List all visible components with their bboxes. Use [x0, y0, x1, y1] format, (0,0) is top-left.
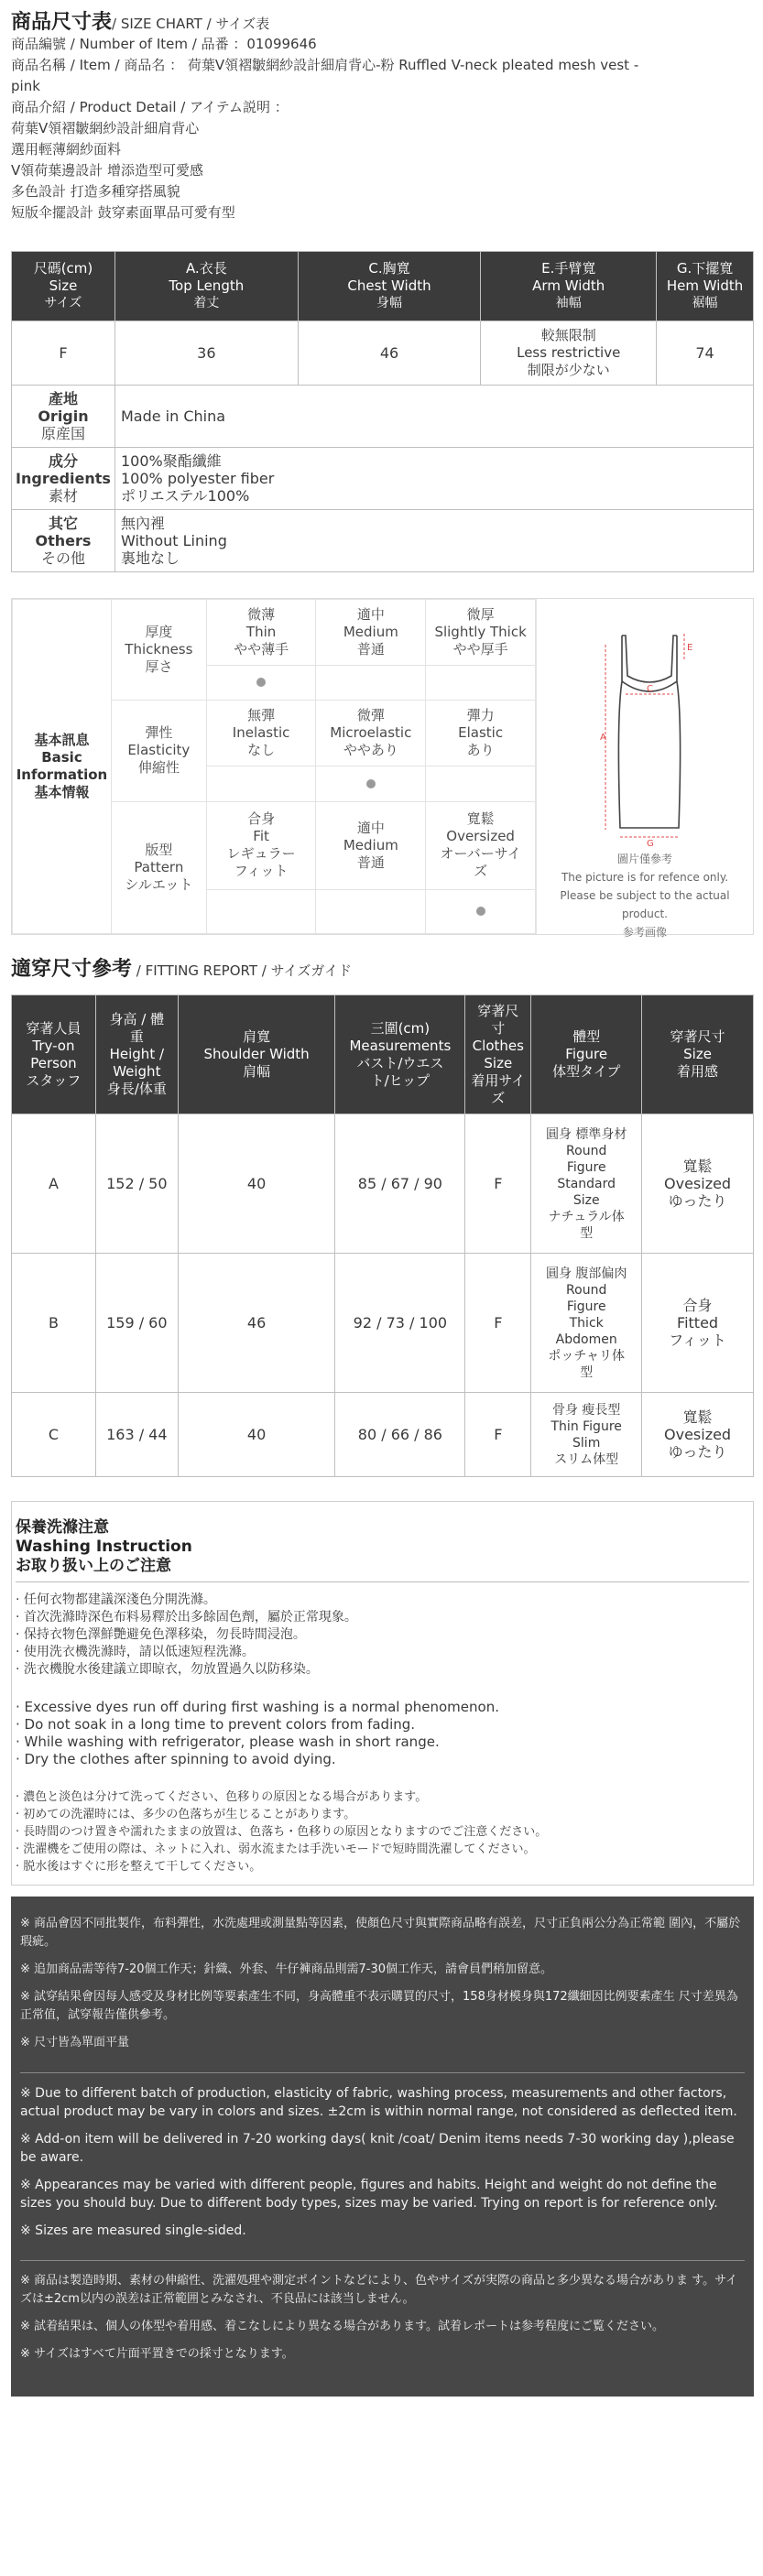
thickness-dot-cell	[316, 666, 426, 701]
washing-line: · Do not soak in a long time to prevent colors from fading.	[16, 1716, 416, 1733]
elasticity-dot-cell	[206, 766, 316, 801]
selected-dot-icon	[476, 907, 485, 916]
figure-type-value: 圓身 標準身材 Round Figure Standard Size ナチュラル体 型	[531, 1114, 642, 1254]
ingredients-value: 100%聚酯纖維 100% polyester fiber ポリエステル100%	[114, 448, 753, 510]
basic-information-panel	[11, 598, 754, 939]
arm-width-value: 較無限制 Less restrictive 制限が少ない	[481, 321, 657, 386]
chest-width-header: C.胸寬 Chest Width 身幅	[298, 252, 481, 321]
size-feel-value: 合身 Fitted フィット	[642, 1254, 754, 1393]
washing-title-en: Washing Instruction	[16, 1538, 192, 1556]
washing-line: · 初めての洗濯時には、多少の色落ちが生じることがあります。	[16, 1808, 356, 1821]
product-detail-heading: 商品介紹 / Product Detail / アイテム説明 ：	[11, 99, 289, 115]
person-header: 穿著人員 Try-on Person スタッフ	[12, 995, 96, 1114]
notice-panel	[11, 1897, 754, 2397]
person-value: C	[12, 1393, 96, 1477]
washing-line: · 任何衣物都建議深淺色分開洗滌。	[16, 1592, 216, 1607]
size-table	[11, 251, 754, 572]
height-weight-value: 163 / 44	[95, 1393, 178, 1477]
notice-en	[20, 2073, 745, 2261]
washing-line: · 長時間のつけ置きや濡れたままの放置は、色落ち・色移りの原因となりますのでご注意ください。	[16, 1825, 548, 1839]
height-weight-value: 152 / 50	[95, 1114, 178, 1254]
measurements-value: 80 / 66 / 86	[335, 1393, 465, 1477]
person-value: B	[12, 1254, 96, 1393]
size-chart-title-main: 商品尺寸表	[11, 11, 113, 34]
origin-label: 產地 Origin 原産国	[12, 386, 115, 448]
elasticity-option-elastic: 彈力 Elastic あり	[426, 701, 536, 766]
washing-title-ja: お取り扱い上のご注意	[16, 1557, 171, 1575]
clothes-size-value: F	[465, 1114, 531, 1254]
washing-line: · 洗濯機をご使用の際は、ネットに入れ、弱水流または手洗いモードで短時間洗濯してください。	[16, 1842, 536, 1856]
fitting-row-c	[12, 1393, 754, 1477]
hem-width-header: G.下擺寬 Hem Width 裾幅	[657, 252, 754, 321]
washing-line: · 脱水後はすぐに形を整えて干してください。	[16, 1860, 262, 1874]
size-feel-header: 穿著尺寸 Size 着用感	[642, 995, 754, 1114]
product-detail-line: 荷葉V領褶皺網紗設計細肩背心	[11, 120, 200, 136]
elasticity-label: 彈性 Elasticity 伸縮性	[111, 701, 206, 801]
fitting-table	[11, 995, 754, 1477]
size-table-header-row	[12, 252, 754, 321]
top-length-value: 36	[114, 321, 298, 386]
arm-width-header: E.手臂寬 Arm Width 袖幅	[481, 252, 657, 321]
figure-type-value: 圓身 腹部偏肉 Round Figure Thick Abdomen ポッチャリ体 型	[531, 1254, 642, 1393]
thickness-option-medium: 適中 Medium 普通	[316, 600, 426, 666]
elasticity-dot-cell	[316, 766, 426, 801]
notice-item: ※ Appearances may be varied with different people, figures and habits. Height and weight do not define the sizes you should buy. Due to different body types, sizes may be varied. Trying on report is for reference only.	[20, 2178, 718, 2211]
size-feel-value: 寬鬆 Ovesized ゆったり	[642, 1114, 754, 1254]
chest-width-value: 46	[298, 321, 481, 386]
measurements-value: 92 / 73 / 100	[335, 1254, 465, 1393]
fitting-title-sub: / FITTING REPORT / サイズガイド	[136, 962, 352, 979]
notice-zh	[20, 1904, 745, 2073]
figure-letter-g: G	[647, 839, 654, 846]
thickness-option-thin: 微薄 Thin やや薄手	[206, 600, 316, 666]
notice-item: ※ 試穿結果會因每人感受及身材比例等要素產生不同，身高體重不表示購買的尺寸，158身材模身與172纖細因比例要素產生 尺寸差異為正常值，試穿報告僅供參考。	[20, 1990, 738, 2022]
pattern-option-medium: 適中 Medium 普通	[316, 801, 426, 889]
person-value: A	[12, 1114, 96, 1254]
garment-figure	[536, 599, 753, 939]
ingredients-row	[12, 448, 754, 510]
elasticity-option-inelastic: 無彈 Inelastic なし	[206, 701, 316, 766]
washing-zh	[16, 1592, 749, 1679]
origin-row	[12, 386, 754, 448]
origin-value: Made in China	[114, 386, 753, 448]
washing-line: · 洗衣機脫水後建議立即晾衣，勿放置過久以防移染。	[16, 1662, 319, 1677]
size-value: F	[12, 321, 115, 386]
washing-line: · While washing with refrigerator, please wash in short range.	[16, 1734, 440, 1750]
thickness-label: 厚度 Thickness 厚さ	[111, 600, 206, 701]
product-detail-line: 短版伞擺設計 鼓穿素面單品可愛有型	[11, 204, 235, 221]
ingredients-label: 成分 Ingredients 素材	[12, 448, 115, 510]
fitting-title-main: 適穿尺寸參考	[11, 958, 133, 981]
pattern-option-fit: 合身 Fit レギュラー フィット	[206, 801, 316, 889]
notice-item: ※ サイズはすべて片面平置きでの採寸となります。	[20, 2347, 294, 2361]
size-feel-value: 寬鬆 Ovesized ゆったり	[642, 1393, 754, 1477]
item-name-line-cont: pink	[11, 78, 40, 94]
others-row	[12, 510, 754, 572]
figure-letter-e: E	[687, 643, 693, 653]
shoulder-header: 肩寬 Shoulder Width 肩幅	[178, 995, 335, 1114]
fitting-row-a	[12, 1114, 754, 1254]
thickness-dot-cell	[206, 666, 316, 701]
tank-top-diagram	[576, 617, 714, 846]
washing-line: · 濃色と淡色は分けて洗ってください、色移りの原因となる場合があります。	[16, 1790, 428, 1804]
notice-item: ※ 尺寸皆為單面平量	[20, 2036, 130, 2049]
clothes-size-value: F	[465, 1254, 531, 1393]
clothes-size-header: 穿著尺 寸 Clothes Size 着用サイ ズ	[465, 995, 531, 1114]
basic-info-table	[12, 599, 536, 934]
washing-title-zh: 保養洗滌注意	[16, 1518, 109, 1537]
notice-item: ※ 商品會因不同批製作，布料彈性，水洗處理或測量點等因素，使顏色尺寸與實際商品略有誤差，尺寸正負兩公分為正常範 圍內，不屬於瑕疵。	[20, 1917, 741, 1949]
fitting-report-title	[11, 953, 754, 982]
notice-item: ※ Sizes are measured single-sided.	[20, 2223, 246, 2238]
figure-type-value: 骨身 瘦長型 Thin Figure Slim スリム体型	[531, 1393, 642, 1477]
washing-ja	[16, 1788, 749, 1875]
size-header: 尺碼(cm) Size サイズ	[12, 252, 115, 321]
divider	[16, 1581, 749, 1582]
washing-instruction-panel	[11, 1501, 754, 1886]
pattern-dot-cell	[316, 889, 426, 933]
notice-item: ※ Due to different batch of production, elasticity of fabric, washing process, measurements and other factors, actual product may be vary in colors and sizes. ±2cm is within normal range, not considered as deflected item.	[20, 2086, 737, 2119]
height-weight-header: 身高 / 體 重 Height / Weight 身長/体重	[95, 995, 178, 1114]
others-value: 無內裡 Without Lining 裏地なし	[114, 510, 753, 572]
washing-en	[16, 1699, 749, 1768]
notice-ja	[20, 2261, 745, 2384]
pattern-label: 版型 Pattern シルエット	[111, 801, 206, 933]
shoulder-value: 40	[178, 1393, 335, 1477]
size-row-f	[12, 321, 754, 386]
washing-line: · Excessive dyes run off during first washing is a normal phenomenon.	[16, 1699, 499, 1715]
figure-letter-a: A	[600, 733, 606, 743]
selected-dot-icon	[256, 678, 266, 687]
notice-item: ※ 商品は製造時期、素材の伸縮性、洗濯処理や測定ポイントなどにより、色やサイズが実際の商品と多少異なる場合がありま す。サイズは±2cm以内の誤差は正常範囲とみなされ、不良品には該当しません。	[20, 2274, 738, 2306]
notice-item: ※ 追加商品需等待7-20個工作天；針織、外套、牛仔褲商品則需7-30個工作天，請會員們稍加留意。	[20, 1962, 553, 1976]
measurements-header: 三圍(cm) Measurements バスト/ウエス ト/ヒップ	[335, 995, 465, 1114]
measurements-value: 85 / 67 / 90	[335, 1114, 465, 1254]
product-detail-line: 選用輕薄網紗面料	[11, 141, 122, 158]
basic-info-label: 基本訊息 Basic Information 基本情報	[13, 600, 112, 934]
washing-line: · 首次洗滌時深色布料易釋於出多餘固色劑，屬於正常現象。	[16, 1610, 357, 1625]
elasticity-dot-cell	[426, 766, 536, 801]
pattern-dot-cell	[426, 889, 536, 933]
washing-line: · 使用洗衣機洗滌時，請以低速短程洗滌。	[16, 1645, 255, 1659]
product-detail-line: V領荷葉邊設計 增添造型可愛感	[11, 162, 204, 179]
washing-line: · Dry the clothes after spinning to avoid dying.	[16, 1751, 336, 1767]
clothes-size-value: F	[465, 1393, 531, 1477]
pattern-option-oversized: 寬鬆 Oversized オーバーサイ ズ	[426, 801, 536, 889]
notice-item: ※ 試着結果は、個人の体型や着用感、着こなしにより異なる場合があります。試着レポートは参考程度にご覧ください。	[20, 2320, 664, 2333]
fitting-row-b	[12, 1254, 754, 1393]
size-chart-title-sub: / SIZE CHART / サイズ表	[112, 16, 270, 32]
shoulder-value: 46	[178, 1254, 335, 1393]
size-chart-title	[11, 13, 754, 34]
thickness-dot-cell	[426, 666, 536, 701]
item-number-line: 商品編號 / Number of Item / 品番 ：01099646	[11, 36, 317, 52]
product-detail-line: 多色設計 打造多種穿搭風貌	[11, 183, 180, 200]
hem-width-value: 74	[657, 321, 754, 386]
top-length-header: A.衣長 Top Length 着丈	[114, 252, 298, 321]
pattern-dot-cell	[206, 889, 316, 933]
washing-line: · 保持衣物色澤鮮艷避免色澤移染，勿長時間浸泡。	[16, 1627, 306, 1642]
figure-caption: 圖片僅參考 The picture is for refence only. Please be subject to the actual product. 参考画像	[560, 853, 730, 939]
notice-item: ※ Add-on item will be delivered in 7-20 working days( knit /coat/ Denim items needs 7-30 working day ),please be aware.	[20, 2132, 735, 2165]
others-label: 其它 Others その他	[12, 510, 115, 572]
product-info	[11, 34, 754, 223]
fitting-header-row	[12, 995, 754, 1114]
shoulder-value: 40	[178, 1114, 335, 1254]
figure-letter-c: C	[647, 684, 653, 694]
item-name-line: 商品名稱 / Item / 商品名 ： 荷葉V領褶皺網紗設計細肩背心-粉 Ruffled V-neck pleated mesh vest -	[11, 57, 639, 73]
thickness-option-thick: 微厚 Slightly Thick やや厚手	[426, 600, 536, 666]
elasticity-option-micro: 微彈 Microelastic ややあり	[316, 701, 426, 766]
height-weight-value: 159 / 60	[95, 1254, 178, 1393]
selected-dot-icon	[366, 779, 376, 788]
figure-header: 體型 Figure 体型タイプ	[531, 995, 642, 1114]
